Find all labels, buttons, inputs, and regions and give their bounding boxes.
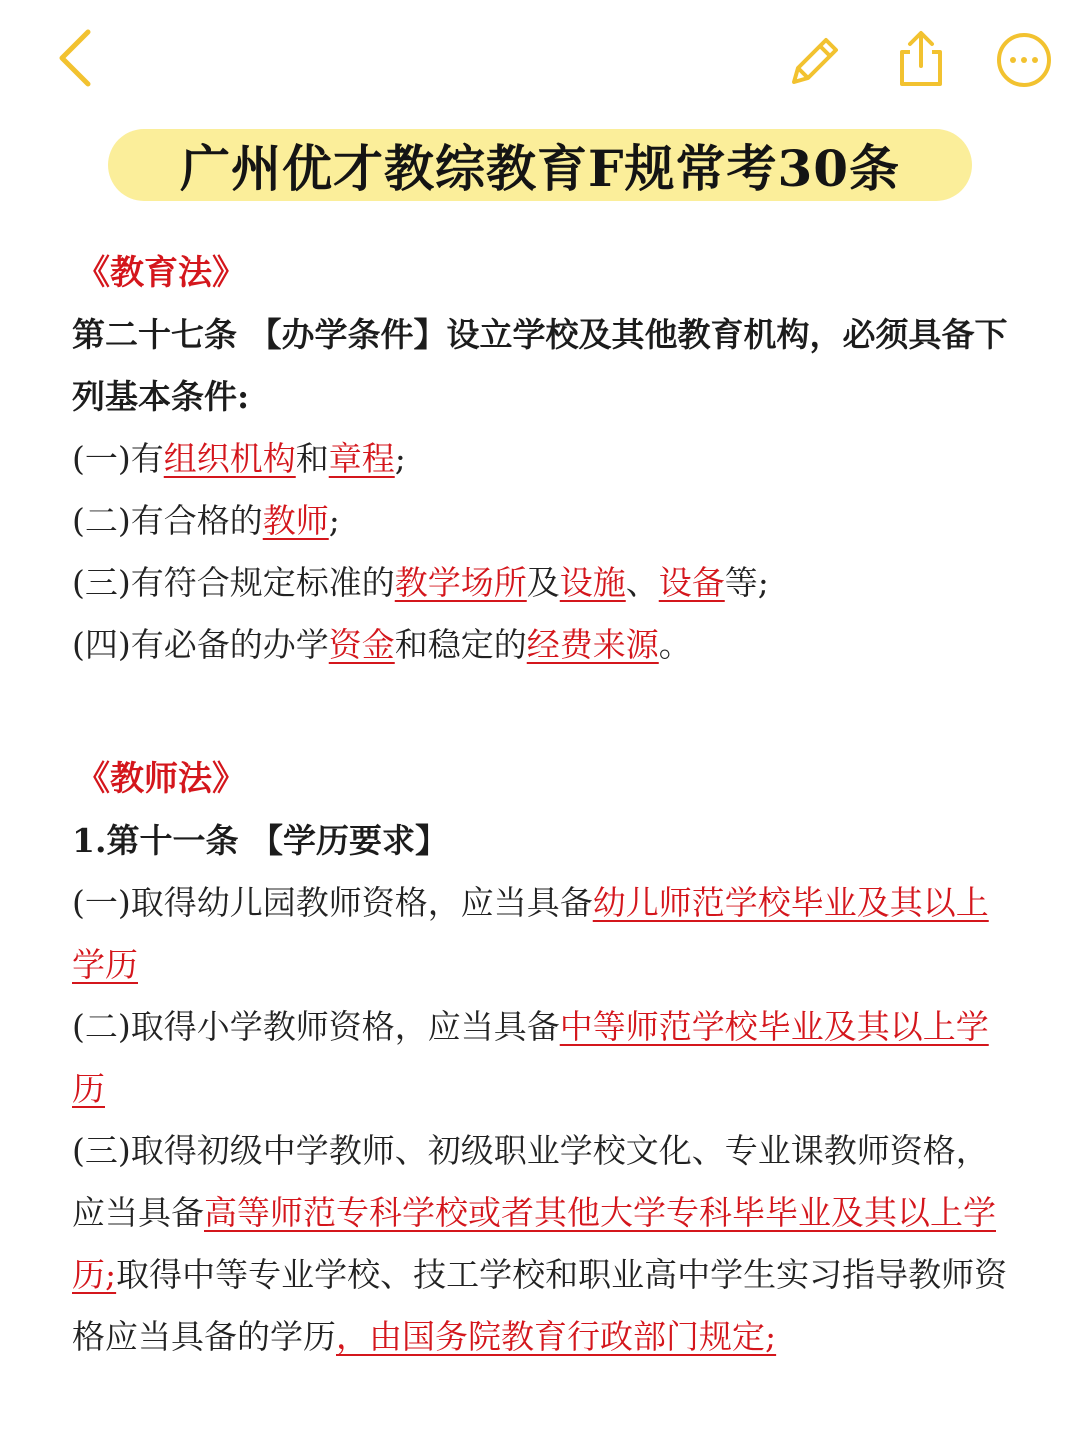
clause-line [72, 1120, 1016, 1368]
page-title: 广州优才教综教育F规常考30条 [179, 139, 901, 198]
share-icon [892, 28, 950, 90]
clause-text: ; [394, 439, 406, 478]
clause-text: 及 [526, 563, 560, 602]
clause-line [72, 996, 1016, 1120]
clause-text: (三)取得初级中学教师、初级职业学校文化、专业课教师资格，应当具备 [72, 1131, 989, 1232]
section-title: 《教育法》 [76, 253, 246, 293]
clause-line [72, 552, 1016, 614]
chevron-left-icon [50, 28, 102, 88]
top-toolbar [0, 0, 1080, 120]
highlighted-keyword: 幼儿师范学校毕业及其以上学历 [72, 883, 989, 984]
highlighted-keyword: 中等师范学校毕业及其以上学历 [72, 1007, 989, 1108]
title-banner [108, 129, 972, 201]
highlighted-keyword: 教学场所 [394, 563, 527, 602]
clause-text: 和 [295, 439, 329, 478]
clause-text: (三)有符合规定标准的 [72, 563, 395, 602]
highlighted-keyword: 教师 [262, 501, 329, 540]
more-dots-icon [996, 32, 1052, 88]
section-education-law [72, 242, 1016, 676]
clause-text: 。 [658, 625, 692, 664]
section-spacer [72, 676, 1016, 748]
highlighted-keyword: 高等师范专科学校或者其他大学专科毕毕业及其以上学历; [72, 1193, 996, 1294]
clause-text: (二)取得小学教师资格，应当具备 [72, 1007, 560, 1046]
clause-text: (二)有合格的 [72, 501, 263, 540]
clause-text: 、 [625, 563, 659, 602]
clause-list [72, 872, 1016, 1368]
article-heading: 1.第十一条 【学历要求】 [72, 821, 448, 860]
section-title: 《教师法》 [76, 759, 246, 799]
section-teacher-law [72, 748, 1016, 1368]
clause-line [72, 490, 1016, 552]
clause-text: (一)取得幼儿园教师资格，应当具备 [72, 883, 593, 922]
clause-text: 和稳定的 [394, 625, 527, 664]
highlighted-keyword: 组织机构 [163, 439, 296, 478]
highlighted-keyword: 设备 [658, 563, 725, 602]
note-content [72, 242, 1016, 1368]
clause-text: 等; [724, 563, 769, 602]
share-button[interactable] [892, 28, 950, 90]
clause-text: 取得中等专业学校、技工学校和职业高中学生实习指导教师资格应当具备的学历 [72, 1255, 1008, 1356]
highlighted-keyword: ，由国务院教育行政部门规定; [336, 1317, 777, 1356]
clause-line [72, 614, 1016, 676]
highlighted-keyword: 设施 [559, 563, 626, 602]
clause-line [72, 428, 1016, 490]
clause-text: (四)有必备的办学 [72, 625, 329, 664]
more-button[interactable] [996, 32, 1052, 88]
highlighted-keyword: 资金 [328, 625, 395, 664]
highlighted-keyword: 章程 [328, 439, 395, 478]
clause-text: (一)有 [72, 439, 164, 478]
pencil-icon [784, 32, 844, 92]
clause-text: ; [328, 501, 340, 540]
back-button[interactable] [50, 28, 102, 88]
article-heading: 第二十七条 【办学条件】设立学校及其他教育机构，必须具备下列基本条件: [72, 315, 1008, 416]
clause-list [72, 428, 1016, 676]
highlighted-keyword: 经费来源 [526, 625, 659, 664]
clause-line [72, 872, 1016, 996]
edit-button[interactable] [784, 32, 844, 92]
